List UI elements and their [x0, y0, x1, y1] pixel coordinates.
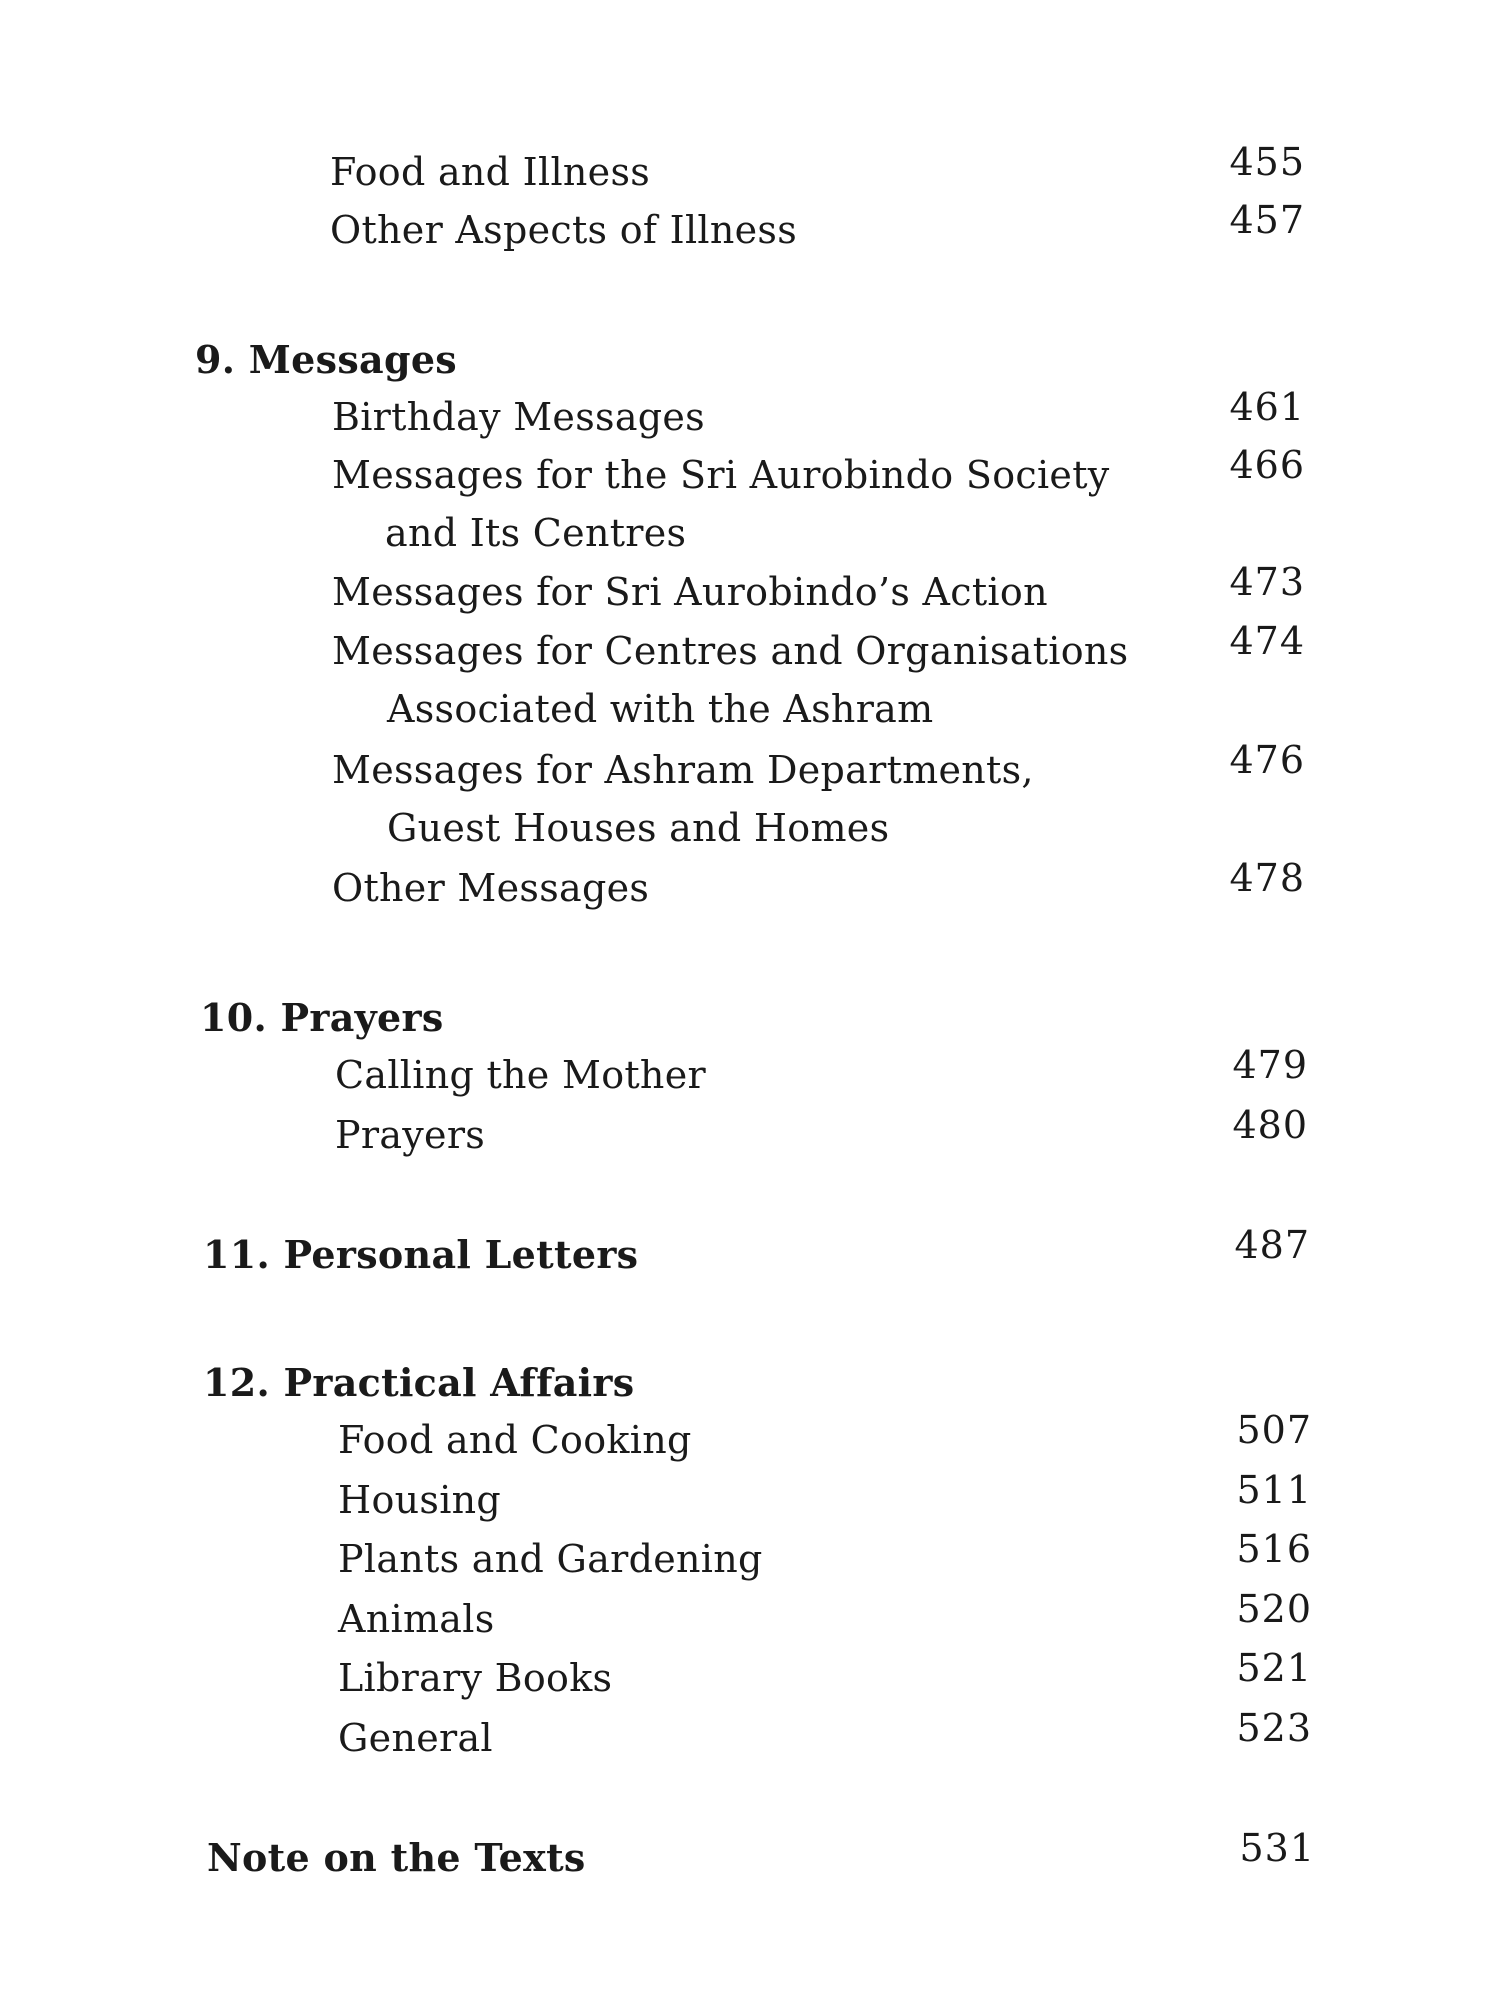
toc-entry-page: 531 [1239, 1826, 1315, 1870]
toc-entry-title: Housing [338, 1478, 502, 1522]
toc-entry-page: 516 [1236, 1527, 1312, 1571]
toc-entry[interactable] [0, 1706, 1500, 1776]
toc-entry-title-continued: Guest Houses and Homes [387, 806, 890, 850]
chapter-title: 11. Personal Letters [203, 1232, 639, 1277]
toc-entry-title: Food and Illness [330, 150, 651, 194]
toc-entry-page: 523 [1236, 1706, 1312, 1750]
toc-entry-title: Food and Cooking [338, 1418, 692, 1462]
toc-entry-page: 479 [1232, 1043, 1308, 1087]
toc-entry[interactable] [0, 198, 1500, 268]
note-on-texts-entry[interactable] [0, 1826, 1500, 1896]
toc-entry-page: 466 [1229, 443, 1305, 487]
toc-entry-page: 476 [1229, 738, 1305, 782]
toc-entry-title: Birthday Messages [332, 395, 705, 439]
toc-entry-page: 478 [1229, 856, 1305, 900]
toc-entry[interactable] [0, 443, 1500, 513]
note-title: Note on the Texts [207, 1835, 586, 1880]
toc-entry-page: 511 [1236, 1468, 1312, 1512]
toc-entry-title: Plants and Gardening [338, 1537, 763, 1581]
toc-entry[interactable] [0, 856, 1500, 926]
toc-entry-title: Messages for the Sri Aurobindo Society [332, 453, 1110, 497]
toc-entry-page: 461 [1229, 385, 1305, 429]
toc-entry-title: Other Aspects of Illness [330, 208, 798, 252]
toc-entry-title: Animals [338, 1597, 495, 1641]
toc-entry-page: 455 [1229, 140, 1305, 184]
toc-entry-title: Other Messages [332, 866, 650, 910]
toc-entry[interactable] [0, 619, 1500, 689]
toc-entry-title: Messages for Centres and Organisations [332, 629, 1129, 673]
toc-entry-title: Library Books [338, 1656, 613, 1700]
toc-entry-title-continued: and Its Centres [385, 511, 687, 555]
toc-entry-page: 521 [1236, 1646, 1312, 1690]
chapter-heading[interactable] [0, 1223, 1500, 1293]
chapter-title: 12. Practical Affairs [203, 1360, 635, 1405]
toc-entry-page: 487 [1234, 1223, 1310, 1267]
chapter-title: 10. Prayers [200, 995, 444, 1040]
toc-entry-title: Calling the Mother [335, 1053, 706, 1097]
toc-entry-page: 474 [1229, 619, 1305, 663]
toc-entry-title: General [338, 1716, 493, 1760]
toc-entry-page: 507 [1236, 1408, 1312, 1452]
toc-entry[interactable] [0, 1103, 1500, 1173]
toc-entry-title: Messages for Ashram Departments, [332, 748, 1034, 792]
toc-entry-page: 457 [1229, 198, 1305, 242]
toc-entry-title: Messages for Sri Aurobindo’s Action [332, 570, 1048, 614]
toc-entry-title: Prayers [335, 1113, 486, 1157]
toc-entry-page: 473 [1229, 560, 1305, 604]
toc-entry-page: 480 [1232, 1103, 1308, 1147]
chapter-title: 9. Messages [195, 337, 457, 382]
toc-entry[interactable] [0, 738, 1500, 808]
toc-entry-page: 520 [1236, 1587, 1312, 1631]
toc-entry-title-continued: Associated with the Ashram [387, 687, 934, 731]
